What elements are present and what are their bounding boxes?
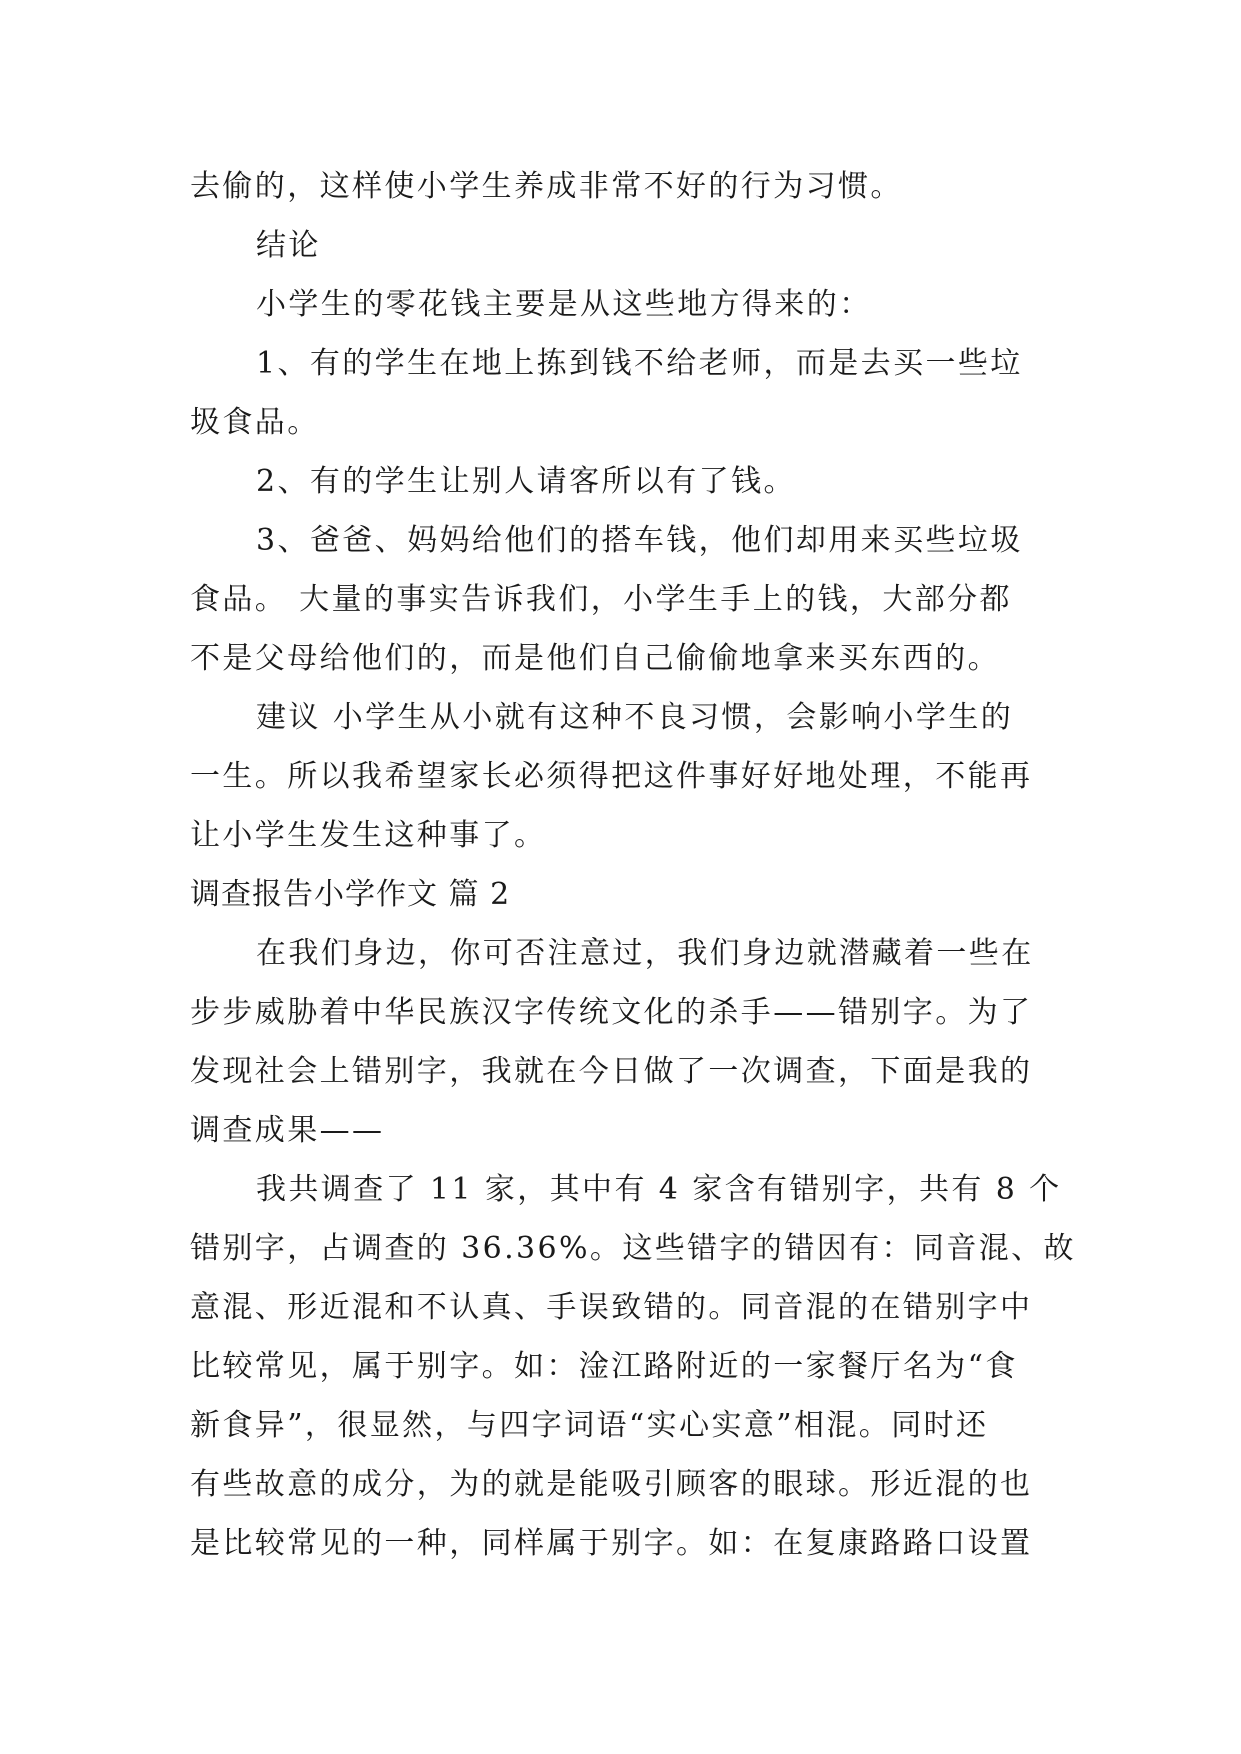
text-line: 步步威胁着中华民族汉字传统文化的杀手——错别字。为了 (190, 995, 1033, 1030)
text-line: 食品。 大量的事实告诉我们，小学生手上的钱，大部分都 (190, 582, 1012, 617)
text-line: 有些故意的成分，为的就是能吸引顾客的眼球。形近混的也 (190, 1467, 1033, 1502)
text-line: 不是父母给他们的，而是他们自己偷偷地拿来买东西的。 (190, 641, 1000, 676)
text-line: 我共调查了 11 家，其中有 4 家含有错别字，共有 8 个 (256, 1172, 1062, 1207)
text-line: 发现社会上错别字，我就在今日做了一次调查，下面是我的 (190, 1054, 1033, 1089)
text-line: 去偷的，这样使小学生养成非常不好的行为习惯。 (190, 169, 903, 204)
list-item: 1、有的学生在地上拣到钱不给老师，而是去买一些垃 (256, 346, 1023, 381)
text-line: 比较常见，属于别字。如：淦江路附近的一家餐厅名为“食 (190, 1349, 1018, 1384)
text-line: 新食异”，很显然，与四字词语“实心实意”相混。同时还 (190, 1408, 989, 1443)
document-page (190, 157, 1076, 1573)
article-title: 调查报告小学作文 篇 2 (190, 877, 511, 912)
text-line: 建议 小学生从小就有这种不良习惯，会影响小学生的 (256, 700, 1014, 735)
text-line: 小学生的零花钱主要是从这些地方得来的： (256, 287, 872, 322)
text-line: 意混、形近混和不认真、手误致错的。同音混的在错别字中 (190, 1290, 1033, 1325)
text-line: 错别字，占调查的 36.36%。这些错字的错因有：同音混、故 (190, 1231, 1076, 1266)
text-line: 在我们身边，你可否注意过，我们身边就潜藏着一些在 (256, 936, 1034, 971)
text-line: 圾食品。 (190, 405, 320, 440)
text-line: 调查成果—— (190, 1113, 385, 1148)
section-heading-conclusion: 结论 (256, 228, 321, 263)
text-line: 让小学生发生这种事了。 (190, 818, 547, 853)
text-line: 一生。所以我希望家长必须得把这件事好好地处理，不能再 (190, 759, 1033, 794)
list-item: 3、爸爸、妈妈给他们的搭车钱，他们却用来买些垃圾 (256, 523, 1023, 558)
list-item: 2、有的学生让别人请客所以有了钱。 (256, 464, 796, 499)
text-line: 是比较常见的一种，同样属于别字。如：在复康路路口设置 (190, 1526, 1033, 1561)
